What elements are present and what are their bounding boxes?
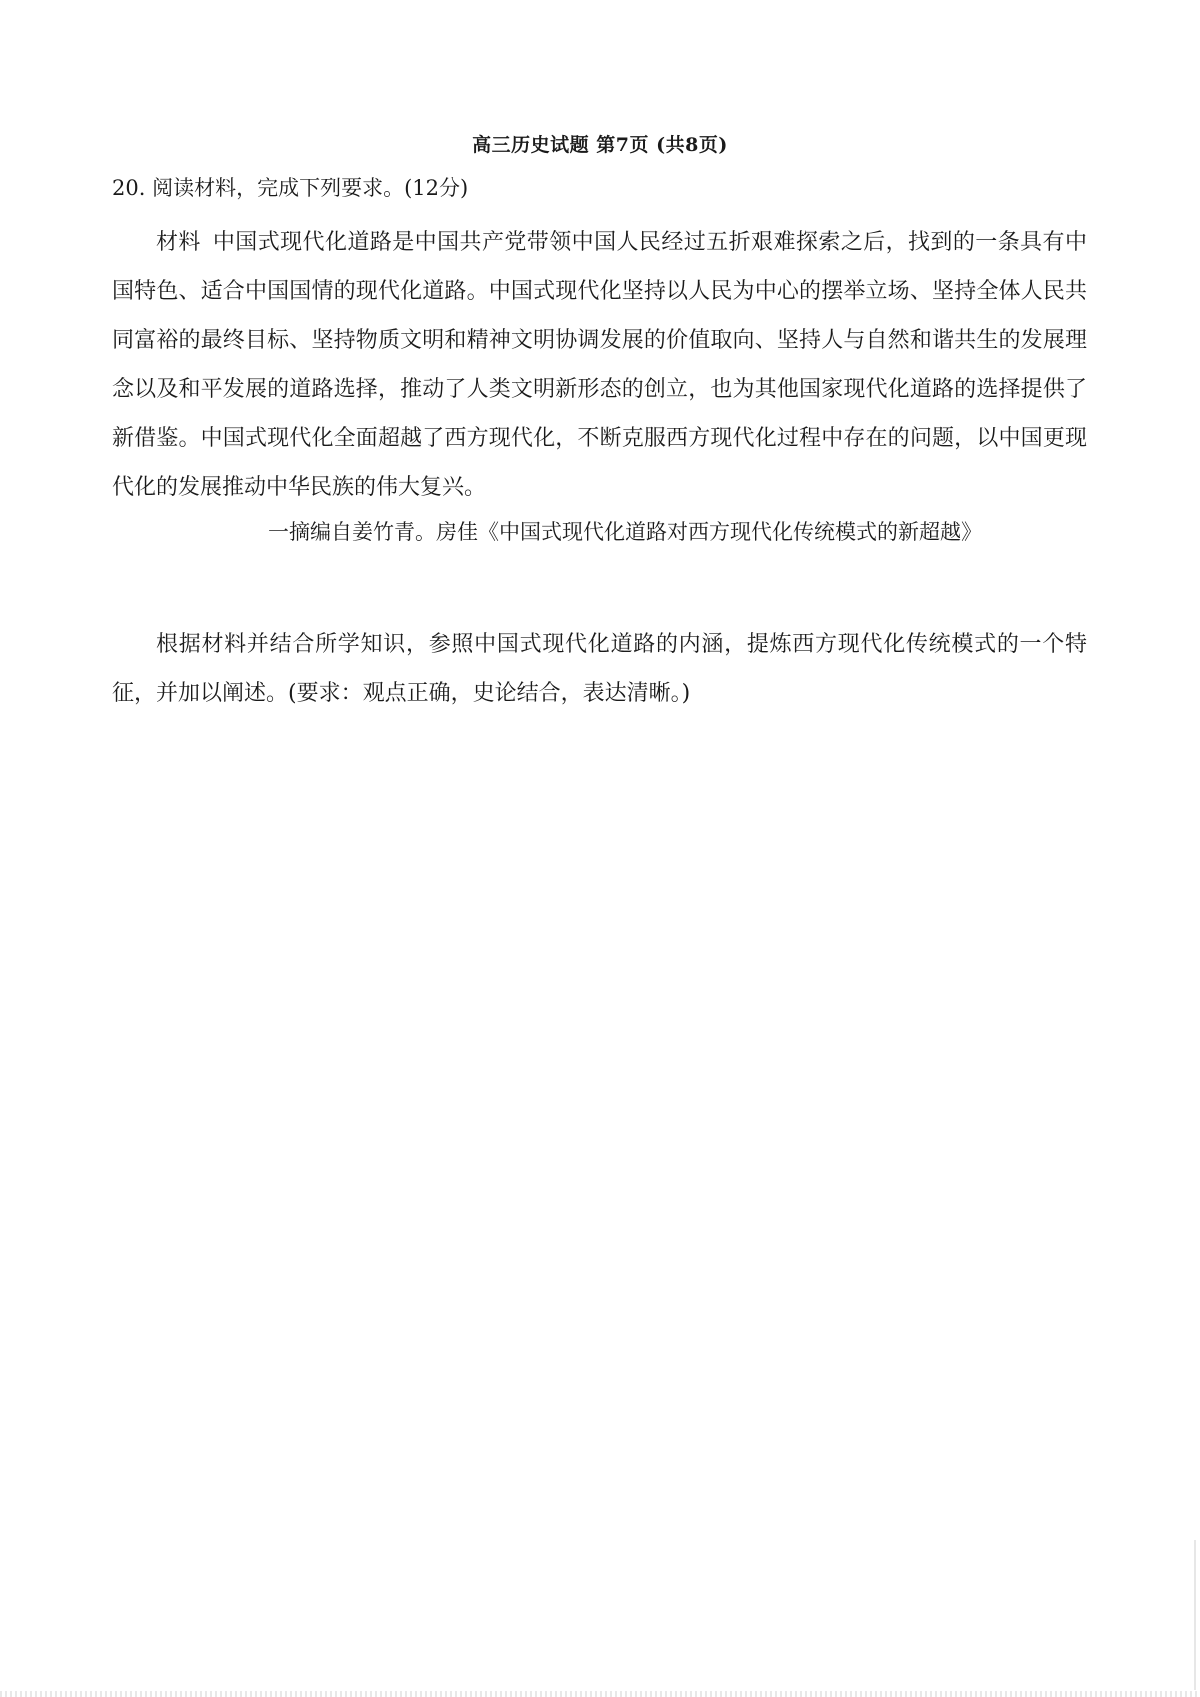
question-task: 根据材料并结合所学知识，参照中国式现代化道路的内涵，提炼西方现代化传统模式的一个特征，并加以阐述。(要求：观点正确，史论结合，表达清晰。) (112, 632, 1087, 706)
scan-artifact-right (1194, 1540, 1196, 1690)
material-label: 材料 (156, 230, 201, 255)
material-text: 中国式现代化道路是中国共产党带领中国人民经过五折艰难探索之后，找到的一条具有中国特色、适合中国国情的现代化道路。中国式现代化坚持以人民为中心的摆举立场、坚持全体人民共同富裕的最终目标、坚持物质文明和精神文明协调发展的价值取向、坚持人与自然和谐共生的发展理念以及和平发展的道路选择，推动了人类文明新形态的创立，也为其他国家现代化道路的选择提供了新借鉴。中国式现代化全面超越了西方现代化，不断克服西方现代化过程中存在的问题，以中国更现代化的发展推动中华民族的伟大复兴。 (112, 230, 1087, 500)
material-paragraph (112, 218, 1087, 512)
question-prompt: 20. 阅读材料，完成下列要求。(12分) (112, 176, 469, 200)
page-header: 高三历史试题 第7页 (共8页) (472, 134, 728, 156)
material-source: 一摘编自姜竹青。房佳《中国式现代化道路对西方现代化传统模式的新超越》 (268, 520, 982, 544)
scan-artifact-bottom (0, 1691, 1200, 1697)
